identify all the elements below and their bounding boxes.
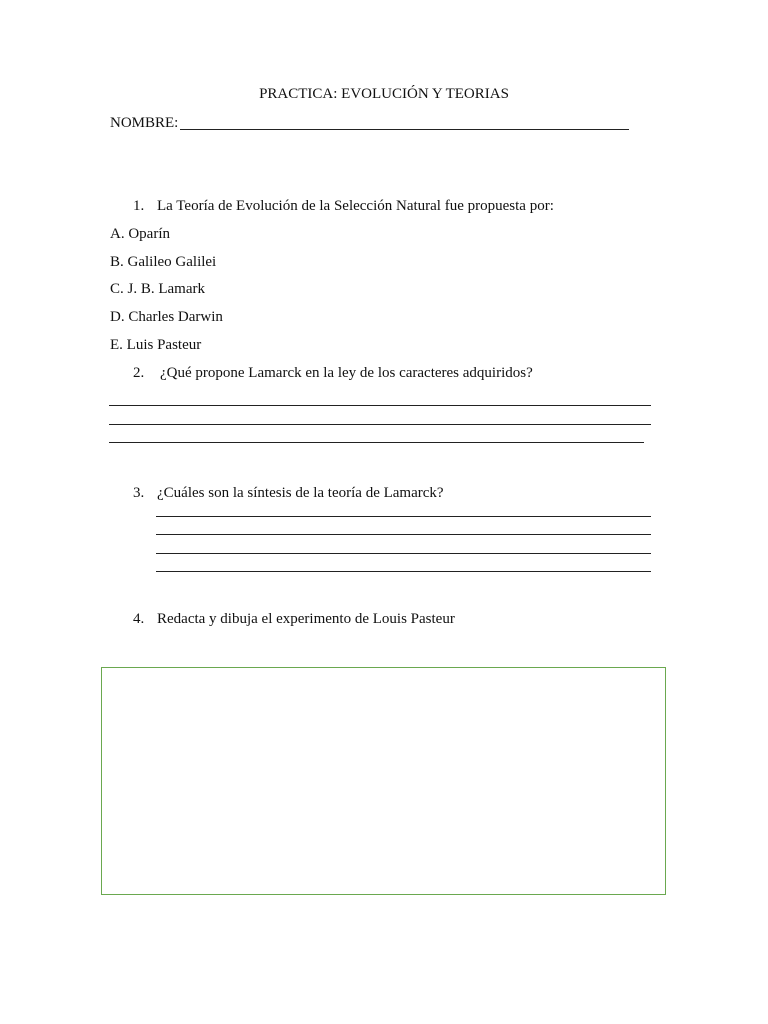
question-3 [133,484,444,502]
answer-line[interactable] [109,442,644,443]
option-c[interactable]: C. J. B. Lamark [110,281,205,297]
question-1-text: La Teoría de Evolución de la Selección Natural fue propuesta por: [157,198,554,214]
option-b[interactable]: B. Galileo Galilei [110,254,217,270]
question-4-text: Redacta y dibuja el experimento de Louis Pasteur [157,611,455,627]
question-1 [133,197,554,215]
answer-line[interactable] [156,516,651,517]
question-2 [133,364,533,382]
option-d[interactable]: D. Charles Darwin [110,309,223,325]
question-4-number: 4. [133,611,145,627]
question-2-number: 2. [133,365,145,381]
page-title: PRACTICA: EVOLUCIÓN Y TEORIAS [259,86,509,102]
answer-line[interactable] [156,571,651,572]
question-2-text: ¿Qué propone Lamarck en la ley de los caracteres adquiridos? [160,365,533,381]
answer-line[interactable] [109,405,651,406]
name-label: NOMBRE: [110,115,179,131]
question-3-text: ¿Cuáles son la síntesis de la teoría de Lamarck? [157,485,444,501]
question-1-number: 1. [133,198,145,214]
name-answer-line[interactable] [180,129,629,130]
question-3-number: 3. [133,485,145,501]
answer-line[interactable] [109,424,651,425]
drawing-box[interactable] [101,667,666,895]
question-4 [133,610,455,628]
option-e[interactable]: E. Luis Pasteur [110,337,202,353]
answer-line[interactable] [156,553,651,554]
option-a[interactable]: A. Oparín [110,226,170,242]
answer-line[interactable] [156,534,651,535]
